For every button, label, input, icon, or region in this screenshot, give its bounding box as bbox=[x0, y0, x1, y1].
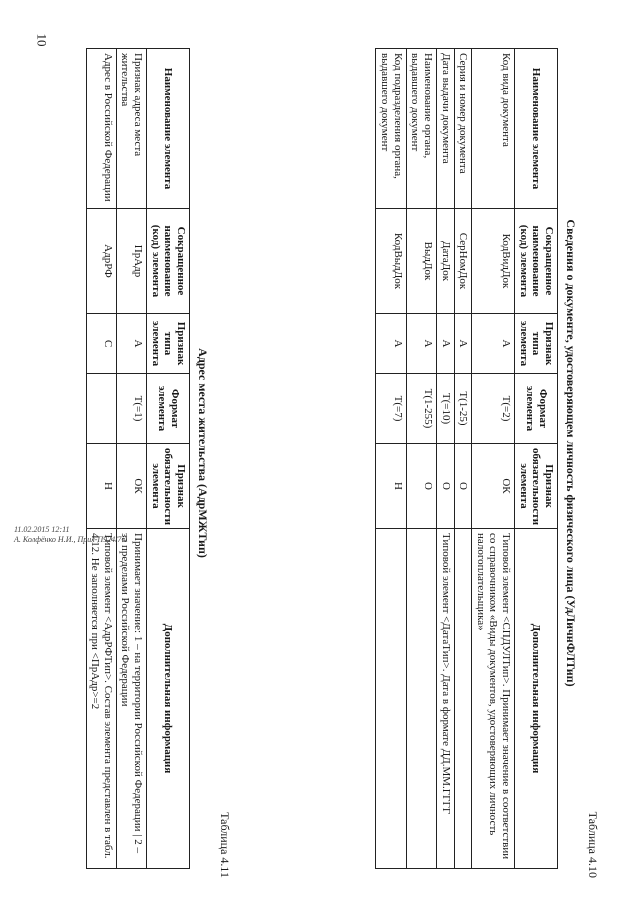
table-cell: Н bbox=[86, 444, 116, 529]
table-cell: Дата выдачи документа bbox=[436, 49, 454, 209]
table-cell: Наименование органа, выдавшего документ bbox=[406, 49, 436, 209]
table-cell: T(=1) bbox=[116, 374, 146, 444]
table-cell: С bbox=[86, 314, 116, 374]
column-header: Формат элемента bbox=[147, 374, 190, 444]
column-header: Дополнительная информация bbox=[515, 529, 558, 869]
table-cell: Типовой элемент <СПДУЛТип>. Принимает значение в соответствии со справочником «Виды документов, удостоверяющих личность налогоплательщика» bbox=[472, 529, 515, 869]
column-header: Признак обязательности элемента bbox=[515, 444, 558, 529]
table-cell: Типовой элемент <ДатаТип>. Дата в формате ДД.ММ.ГГГГ bbox=[436, 529, 454, 869]
table-cell: КодВидДок bbox=[472, 209, 515, 314]
table-cell: КодВыдДок bbox=[376, 209, 406, 314]
table-cell: T(=10) bbox=[436, 374, 454, 444]
column-header: Сокращенное наименование (код) элемента bbox=[147, 209, 190, 314]
rotated-page-content bbox=[30, 28, 610, 878]
table-cell: АдрРФ bbox=[86, 209, 116, 314]
table-cell: А bbox=[472, 314, 515, 374]
table-header-row bbox=[515, 49, 558, 869]
table-cell bbox=[376, 529, 406, 869]
document-table bbox=[375, 48, 558, 869]
table-cell: Серия и номер документа bbox=[454, 49, 472, 209]
table-row bbox=[116, 49, 146, 869]
table-cell: T(=7) bbox=[376, 374, 406, 444]
table-cell bbox=[86, 374, 116, 444]
table-cell: А bbox=[436, 314, 454, 374]
table-cell: Код вида документа bbox=[472, 49, 515, 209]
table-cell: ВыдДок bbox=[406, 209, 436, 314]
column-header: Наименование элемента bbox=[147, 49, 190, 209]
column-header: Формат элемента bbox=[515, 374, 558, 444]
table-cell: ОК bbox=[116, 444, 146, 529]
table-cell: А bbox=[406, 314, 436, 374]
column-header: Признак типа элемента bbox=[147, 314, 190, 374]
table-cell bbox=[454, 529, 472, 869]
table-row bbox=[454, 49, 472, 869]
print-stamp bbox=[14, 525, 128, 544]
table-cell: ОК bbox=[472, 444, 515, 529]
table-cell bbox=[406, 529, 436, 869]
table-cell: Код подразделения органа, выдавшего документ bbox=[376, 49, 406, 209]
table-cell: А bbox=[116, 314, 146, 374]
page-number: 10 bbox=[34, 33, 50, 47]
table-label: Таблица 4.11 bbox=[218, 812, 232, 878]
table-cell: Адрес в Российской Федерации bbox=[86, 49, 116, 209]
table-cell: Типовой элемент <АдрРФТип>. Состав элемента представлен в табл. 4.12. Не заполняется при <ПрАдр>=2 bbox=[86, 529, 116, 869]
stamp-line: А. Колфёнко Н.И., Прил-П924/7-1 bbox=[14, 534, 129, 544]
table-row bbox=[406, 49, 436, 869]
table-cell: Н bbox=[376, 444, 406, 529]
table-title: Адрес места жительства (АдрМЖТип) bbox=[196, 348, 210, 558]
table-cell: T(1-255) bbox=[406, 374, 436, 444]
column-header: Признак обязательности элемента bbox=[147, 444, 190, 529]
table-cell: О bbox=[454, 444, 472, 529]
table-header-row bbox=[147, 49, 190, 869]
table-cell: ПрАдр bbox=[116, 209, 146, 314]
table-row bbox=[376, 49, 406, 869]
column-header: Сокращенное наименование (код) элемента bbox=[515, 209, 558, 314]
stamp-line: 11.02.2015 12:11 bbox=[14, 525, 70, 534]
table-row bbox=[86, 49, 116, 869]
column-header: Признак типа элемента bbox=[515, 314, 558, 374]
table-cell: СерНомДок bbox=[454, 209, 472, 314]
column-header: Наименование элемента bbox=[515, 49, 558, 209]
table-cell: О bbox=[436, 444, 454, 529]
table-title: Сведения о документе, удостоверяющем личность физического лица (УдЛичнФЛТип) bbox=[564, 219, 578, 687]
table-label: Таблица 4.10 bbox=[586, 811, 600, 878]
table-row bbox=[472, 49, 515, 869]
table-cell: T(=2) bbox=[472, 374, 515, 444]
table-cell: Признак адреса места жительства bbox=[116, 49, 146, 209]
address-table bbox=[86, 48, 190, 869]
table-cell: А bbox=[454, 314, 472, 374]
table-cell: ДатаДок bbox=[436, 209, 454, 314]
table-cell: T(1-25) bbox=[454, 374, 472, 444]
table-cell: О bbox=[406, 444, 436, 529]
table-cell: Принимает значение: 1 – на территории Российской Федерации | 2 – за пределами Российской Федерации bbox=[116, 529, 146, 869]
column-header: Дополнительная информация bbox=[147, 529, 190, 869]
table-cell: А bbox=[376, 314, 406, 374]
table-row bbox=[436, 49, 454, 869]
